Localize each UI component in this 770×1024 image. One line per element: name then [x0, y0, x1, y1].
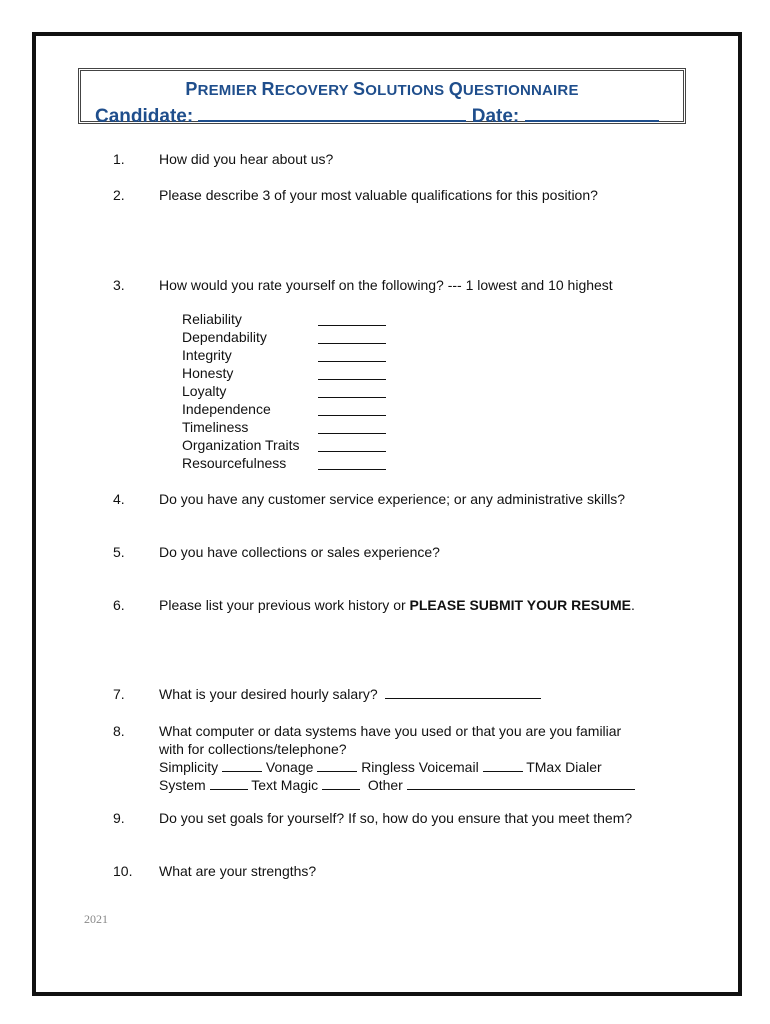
question-number: 8. — [113, 723, 125, 739]
rating-label: Independence — [182, 401, 271, 417]
rating-row-resourcefulness — [182, 454, 300, 472]
rating-label: Integrity — [182, 347, 232, 363]
question-text: Do you have any customer service experience; or any administrative skills? — [159, 491, 626, 507]
salary-blank[interactable] — [385, 685, 541, 699]
question-number: 10. — [113, 863, 133, 879]
rating-row-reliability — [182, 310, 300, 328]
rating-blank[interactable] — [318, 454, 386, 470]
rating-label: Dependability — [182, 329, 267, 345]
question-number: 2. — [113, 187, 125, 203]
title-word-questionnaire: QUESTIONNAIRE — [448, 79, 579, 99]
tmax-dialer-blank[interactable] — [210, 776, 248, 790]
question-number: 1. — [113, 151, 125, 167]
rating-list — [182, 310, 300, 472]
rating-row-loyalty — [182, 382, 300, 400]
rating-label: Organization Traits — [182, 437, 300, 453]
text-magic-blank[interactable] — [322, 776, 360, 790]
candidate-label: Candidate: — [95, 106, 194, 127]
date-field[interactable] — [525, 101, 659, 122]
question-number: 7. — [113, 686, 125, 702]
question-number: 3. — [113, 277, 125, 293]
systems-options-row-1 — [159, 758, 635, 776]
question-text: What is your desired hourly salary? — [159, 685, 541, 703]
rating-row-independence — [182, 400, 300, 418]
page-border — [32, 32, 742, 996]
footer-year: 2021 — [84, 912, 108, 926]
question-text: What are your strengths? — [159, 863, 317, 879]
question-text: How did you hear about us? — [159, 151, 334, 167]
option-tmax-dialer: TMax Dialer — [526, 759, 602, 775]
option-tmax-dialer-system: System — [159, 777, 206, 793]
question-text: How would you rate yourself on the following? --- 1 lowest and 10 highest — [159, 277, 613, 293]
form-title — [81, 79, 683, 100]
title-word-solutions: SOLUTIONS — [353, 79, 445, 99]
rating-blank[interactable] — [318, 364, 386, 380]
candidate-field[interactable] — [198, 101, 466, 122]
option-text-magic: Text Magic — [251, 777, 319, 793]
rating-blank[interactable] — [318, 346, 386, 362]
question-number: 9. — [113, 810, 125, 826]
other-blank[interactable] — [407, 776, 635, 790]
question-text — [159, 722, 635, 794]
rating-blank[interactable] — [318, 310, 386, 326]
question-number: 5. — [113, 544, 125, 560]
option-simplicity: Simplicity — [159, 759, 219, 775]
rating-blank[interactable] — [318, 400, 386, 416]
rating-row-dependability — [182, 328, 300, 346]
rating-row-honesty — [182, 364, 300, 382]
candidate-date-line — [95, 101, 659, 128]
rating-row-timeliness — [182, 418, 300, 436]
question-number: 4. — [113, 491, 125, 507]
option-vonage: Vonage — [265, 759, 314, 775]
date-label: Date: — [471, 106, 520, 127]
question-text: Please list your previous work history or PLEASE SUBMIT YOUR RESUME. — [159, 597, 635, 613]
submit-resume-emphasis: PLEASE SUBMIT YOUR RESUME — [409, 597, 631, 613]
option-ringless-voicemail: Ringless Voicemail — [361, 759, 479, 775]
question-number: 6. — [113, 597, 125, 613]
question-text: Do you set goals for yourself? If so, how do you ensure that you meet them? — [159, 810, 633, 826]
option-other: Other — [367, 777, 403, 793]
simplicity-blank[interactable] — [222, 758, 262, 772]
ringless-voicemail-blank[interactable] — [483, 758, 523, 772]
rating-blank[interactable] — [318, 418, 386, 434]
question-8-line-1: What computer or data systems have you used or that you are you familiar — [159, 723, 622, 739]
systems-options-row-2 — [159, 776, 635, 794]
question-text: Please describe 3 of your most valuable qualifications for this position? — [159, 187, 598, 203]
rating-blank[interactable] — [318, 436, 386, 452]
title-word-premier: PREMIER — [185, 79, 258, 99]
rating-label: Loyalty — [182, 383, 227, 399]
rating-blank[interactable] — [318, 328, 386, 344]
rating-label: Resourcefulness — [182, 455, 287, 471]
rating-label: Timeliness — [182, 419, 249, 435]
vonage-blank[interactable] — [317, 758, 357, 772]
rating-blank[interactable] — [318, 382, 386, 398]
question-8-line-2: with for collections/telephone? — [159, 741, 347, 757]
rating-row-integrity — [182, 346, 300, 364]
rating-label: Honesty — [182, 365, 234, 381]
title-word-recovery: RECOVERY — [261, 79, 349, 99]
rating-label: Reliability — [182, 311, 242, 327]
rating-row-organization-traits — [182, 436, 300, 454]
header-box — [78, 68, 686, 127]
question-text: Do you have collections or sales experience? — [159, 544, 440, 560]
